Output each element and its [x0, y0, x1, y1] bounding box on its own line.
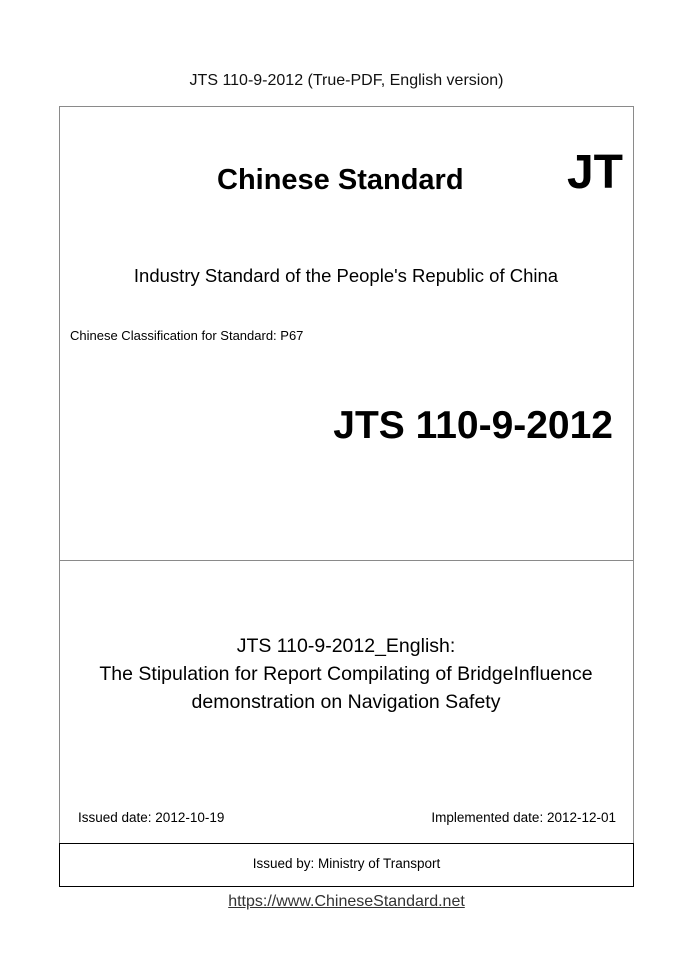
- website-link[interactable]: https://www.ChineseStandard.net: [228, 893, 465, 910]
- issued-date: Issued date: 2012-10-19: [78, 810, 225, 825]
- implemented-date: Implemented date: 2012-12-01: [431, 810, 616, 825]
- cover-title: Chinese Standard: [217, 164, 464, 196]
- issued-by: Issued by: Ministry of Transport: [252, 856, 441, 871]
- cover-middle-panel: [59, 560, 634, 844]
- classification-line: Chinese Classification for Standard: P67: [70, 328, 304, 343]
- document-title-line-2: The Stipulation for Report Compilating of BridgeInfluence: [99, 663, 593, 685]
- issuer-panel: [59, 843, 634, 887]
- cover-top-panel: [59, 106, 634, 561]
- cover-code-prefix: JT: [566, 146, 623, 199]
- page-header: JTS 110-9-2012 (True-PDF, English version): [189, 72, 504, 89]
- document-title-line-3: demonstration on Navigation Safety: [191, 691, 501, 713]
- industry-standard-line: Industry Standard of the People's Republic of China: [133, 265, 559, 286]
- standard-number: JTS 110-9-2012: [333, 404, 613, 447]
- document-title: [60, 632, 632, 716]
- document-title-line-1: JTS 110-9-2012_English:: [236, 635, 456, 657]
